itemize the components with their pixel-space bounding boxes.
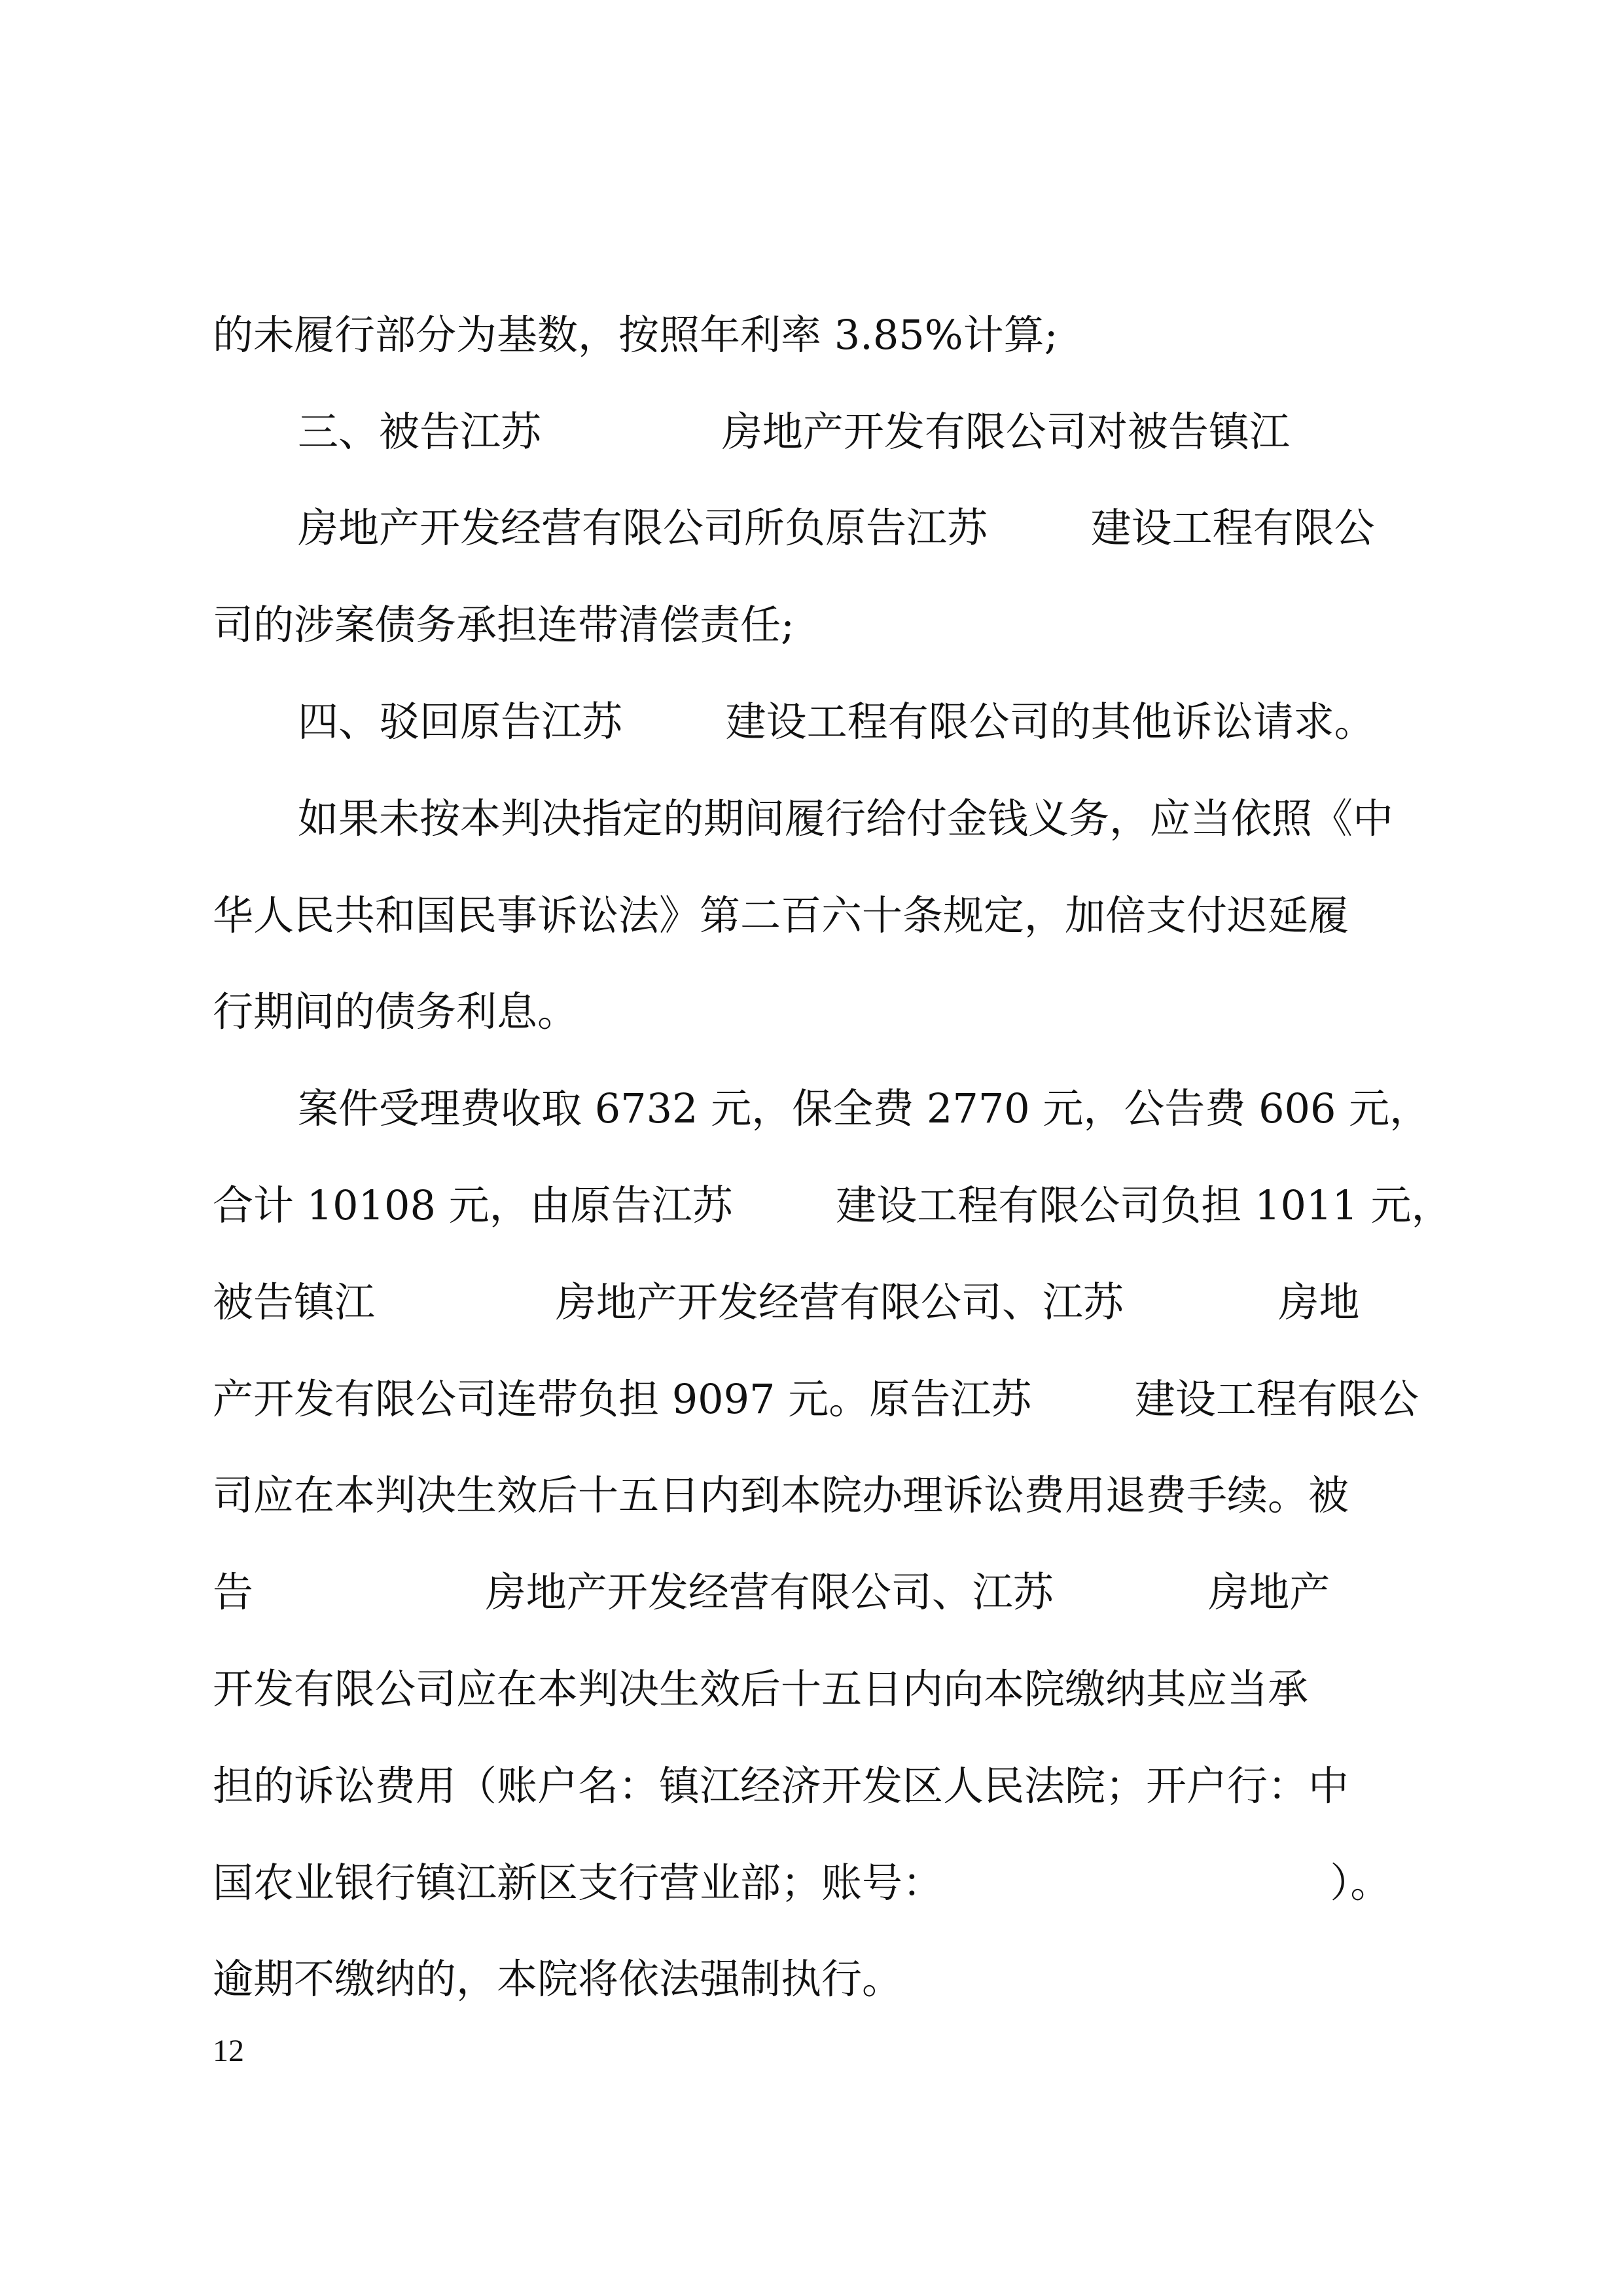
text-line: 司的涉案债务承担连带清偿责任;: [213, 601, 794, 649]
text-line: 逾期不缴纳的，本院将依法强制执行。: [213, 1955, 903, 2003]
text-line: 三、被告江苏 房地产开发有限公司对被告镇江: [298, 408, 1290, 456]
page-number: 12: [213, 2034, 244, 2068]
text-line: 国农业银行镇江新区支行营业部；账号： ）。: [213, 1859, 1391, 1907]
text-line: 房地产开发经营有限公司所负原告江苏 建设工程有限公: [298, 504, 1375, 552]
text-line: 案件受理费收取 6732 元，保全费 2770 元，公告费 606 元，: [298, 1085, 1431, 1132]
text-line: 被告镇江 房地产开发经营有限公司、江苏 房地: [213, 1278, 1360, 1326]
text-line: 华人民共和国民事诉讼法》第二百六十条规定，加倍支付迟延履: [213, 891, 1349, 939]
text-line: 如果未按本判决指定的期间履行给付金钱义务，应当依照《中: [298, 795, 1394, 842]
text-line: 开发有限公司应在本判决生效后十五日内向本院缴纳其应当承: [213, 1665, 1309, 1713]
text-line: 产开发有限公司连带负担 9097 元。原告江苏 建设工程有限公: [213, 1375, 1419, 1423]
text-line: 担的诉讼费用（账户名：镇江经济开发区人民法院；开户行：中: [213, 1762, 1349, 1810]
text-line: 司应在本判决生效后十五日内到本院办理诉讼费用退费手续。被: [213, 1471, 1349, 1519]
text-line: 合计 10108 元，由原告江苏 建设工程有限公司负担 1011 元，: [213, 1181, 1452, 1229]
text-line: 的未履行部分为基数，按照年利率 3.85%计算;: [213, 311, 1058, 359]
text-line: 告 房地产开发经营有限公司、江苏 房地产: [213, 1568, 1330, 1616]
text-line: 行期间的债务利息。: [213, 988, 579, 1035]
text-line: 四、驳回原告江苏 建设工程有限公司的其他诉讼请求。: [298, 698, 1375, 745]
